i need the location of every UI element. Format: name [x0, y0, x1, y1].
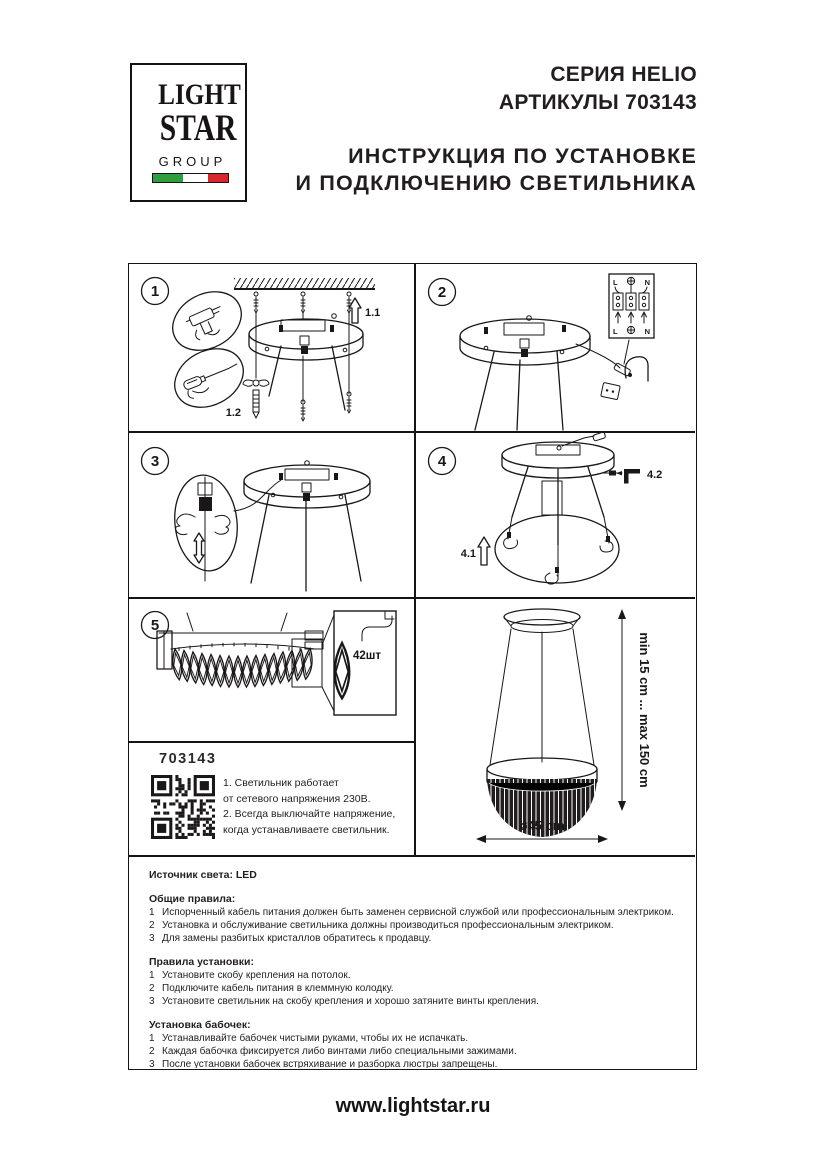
article-title: АРТИКУЛЫ 703143: [498, 91, 697, 114]
terminal-live-label-bottom: L: [613, 327, 618, 336]
cable-gripper: [507, 532, 511, 538]
flag-green-segment: [153, 174, 183, 182]
rule-number: 1: [149, 970, 155, 981]
step-1-number: 1: [150, 283, 160, 300]
terminal-neutral-label-bottom: N: [644, 327, 650, 336]
up-down-arrow-icon: [194, 533, 204, 563]
rule-number: 1: [149, 907, 155, 918]
instruction-grid: [128, 263, 697, 1070]
flag-red-segment: [208, 174, 228, 182]
grub-screw-icon: [609, 471, 616, 476]
cable-gripper: [606, 536, 610, 542]
ring-rods: [251, 495, 361, 591]
mounting-ring: [249, 314, 363, 360]
rule-item: [149, 906, 675, 919]
rule-number: 3: [149, 996, 155, 1007]
rule-text: Подключите кабель питания в клеммную колодку.: [162, 983, 394, 994]
info-panel: [129, 857, 695, 1068]
rule-item: [149, 969, 675, 982]
terminal-live-label: L: [613, 278, 618, 287]
article-number: 703143: [159, 751, 217, 767]
rule-text: После установки бабочек встряхивание и разборка люстры запрещены.: [162, 1059, 498, 1068]
rule-item: [149, 982, 675, 995]
section-title: Установка бабочек:: [149, 1019, 251, 1031]
cable-gripper: [199, 497, 212, 511]
step-1-panel: [129, 264, 414, 431]
rule-text: Установите скобу крепления на потолок.: [162, 970, 351, 981]
rule-item: [149, 1045, 675, 1058]
arrow-left-icon: [616, 471, 622, 475]
step-5-illustration: [129, 599, 414, 741]
step-2-panel: [416, 264, 695, 431]
dimensions-panel: [416, 599, 695, 855]
rule-number: 1: [149, 1033, 155, 1044]
terminal-block-inset: [609, 274, 654, 338]
ground-screw-icon: [627, 277, 634, 284]
step-2-number: 2: [437, 284, 447, 301]
ground-screw-icon-bottom: [627, 326, 634, 333]
wall-plug-icon: [301, 292, 305, 313]
rule-item: [149, 995, 675, 1008]
assembled-lamp-illustration: [416, 599, 695, 855]
series-title: СЕРИЯ HELIO: [550, 63, 697, 86]
info-section-install: [149, 956, 675, 1008]
label-1-2: 1.2: [225, 407, 241, 419]
step-3-panel: [129, 433, 414, 597]
label-1-1: 1.1: [365, 307, 381, 319]
diameter-label: ø45 cm: [519, 818, 565, 833]
suspension-cables: [512, 467, 604, 545]
header-titles: [296, 61, 697, 197]
safety-note-line: от сетевого напряжения 230В.: [223, 792, 371, 805]
rule-text: Установка и обслуживание светильника должны производиться профессиональным электриком.: [162, 920, 614, 931]
adjuster-inset-oval: [170, 472, 242, 574]
rule-text: Устанавливайте бабочек чистыми руками, чтобы их не испачкать.: [162, 1033, 469, 1044]
rule-item: [149, 919, 675, 932]
wall-plug-icon: [254, 292, 258, 313]
ceiling-canopy: [504, 609, 580, 633]
connector-nut: [628, 373, 632, 377]
step-2-illustration: [416, 264, 695, 431]
diameter-dimension: [476, 818, 608, 843]
rule-item: [149, 932, 675, 945]
instruction-title-line2: И ПОДКЛЮЧЕНИЮ СВЕТИЛЬНИКА: [295, 171, 697, 195]
terminal-neutral-label: N: [644, 278, 650, 287]
light-source-line: Источник света: LED: [149, 869, 257, 881]
step-3-number: 3: [150, 453, 160, 470]
up-arrow-icon: [478, 537, 490, 565]
rule-number: 3: [149, 1059, 155, 1068]
rule-text: Каждая бабочка фиксируется либо винтами либо специальными зажимами.: [162, 1046, 517, 1057]
logo-word-star: STAR: [159, 108, 237, 149]
logo-word-light: LIGHT: [158, 78, 241, 111]
instruction-title-line1: ИНСТРУКЦИЯ ПО УСТАНОВКЕ: [348, 144, 697, 168]
wall-plug-icon: [347, 292, 351, 313]
hanger-wires: [187, 613, 287, 631]
step-4-number: 4: [437, 453, 447, 470]
screw-icon: [347, 392, 351, 413]
section-title: Правила установки:: [149, 956, 254, 968]
label-4-1: 4.1: [460, 548, 476, 560]
step-4-panel: [416, 433, 695, 597]
terminal-plug: [601, 382, 621, 399]
rule-item: [149, 1058, 675, 1068]
height-dimension: [618, 609, 652, 811]
mounting-ring: [244, 461, 370, 508]
crystal-inset: [334, 611, 396, 715]
suspension-cables: [490, 629, 594, 765]
crystal-fringe: [171, 648, 314, 687]
mounting-ring: [460, 316, 590, 365]
article-panel: [129, 743, 414, 855]
hex-key-icon: [624, 469, 640, 484]
rule-number: 2: [149, 983, 155, 994]
step-5-panel: [129, 599, 414, 741]
zoom-leader-lines: [322, 615, 334, 711]
instruction-title: [296, 143, 697, 197]
inset-leader-line: [234, 480, 281, 511]
section-title: Общие правила:: [149, 893, 236, 905]
screw-icon: [301, 400, 305, 421]
safety-note-line: 1. Светильник работает: [223, 777, 339, 789]
ceiling-hatch: [234, 278, 375, 289]
info-section-butterflies: [149, 1019, 675, 1068]
rule-text: Для замены разбитых кристаллов обратитесь к продавцу.: [162, 933, 432, 944]
lightstar-logo: [130, 63, 247, 202]
hands-icon: [176, 514, 230, 535]
qr-code: [151, 775, 215, 839]
drill-icon: [185, 304, 229, 343]
ring-rods: [269, 346, 345, 410]
step-5-number: 5: [150, 617, 160, 634]
rule-number: 2: [149, 1046, 155, 1057]
rule-text: Испорченный кабель питания должен быть заменен сервисной службой или профессиональным электриком.: [162, 907, 674, 918]
flag-white-segment: [183, 174, 208, 182]
ring-rods: [475, 351, 563, 430]
info-section-general: [149, 893, 675, 945]
crystal-count-label: 42шт: [353, 650, 382, 662]
logo-word-group: GROUP: [158, 154, 227, 169]
italian-flag-bar: [152, 173, 229, 183]
label-4-2: 4.2: [647, 469, 663, 481]
wing-screw: [243, 380, 269, 418]
cable-box: [542, 481, 562, 515]
safety-notes: [223, 776, 408, 838]
rule-text: Установите светильник на скобу крепления и хорошо затяните винты крепления.: [162, 996, 539, 1007]
step-1-illustration: [129, 264, 414, 431]
screwdriver-icon: [183, 361, 243, 400]
rule-number: 2: [149, 920, 155, 931]
safety-note-line: 2. Всегда выключайте напряжение,: [223, 808, 396, 820]
step-3-illustration: [129, 433, 414, 597]
website-url: www.lightstar.ru: [335, 1095, 491, 1117]
safety-note-line: когда устанавливаете светильник.: [223, 823, 390, 836]
height-range-label: min 15 cm ... max 150 cm: [637, 632, 652, 788]
rule-item: [149, 1032, 675, 1045]
rule-number: 3: [149, 933, 155, 944]
step-4-illustration: [416, 433, 695, 597]
cable-gripper: [555, 567, 559, 573]
